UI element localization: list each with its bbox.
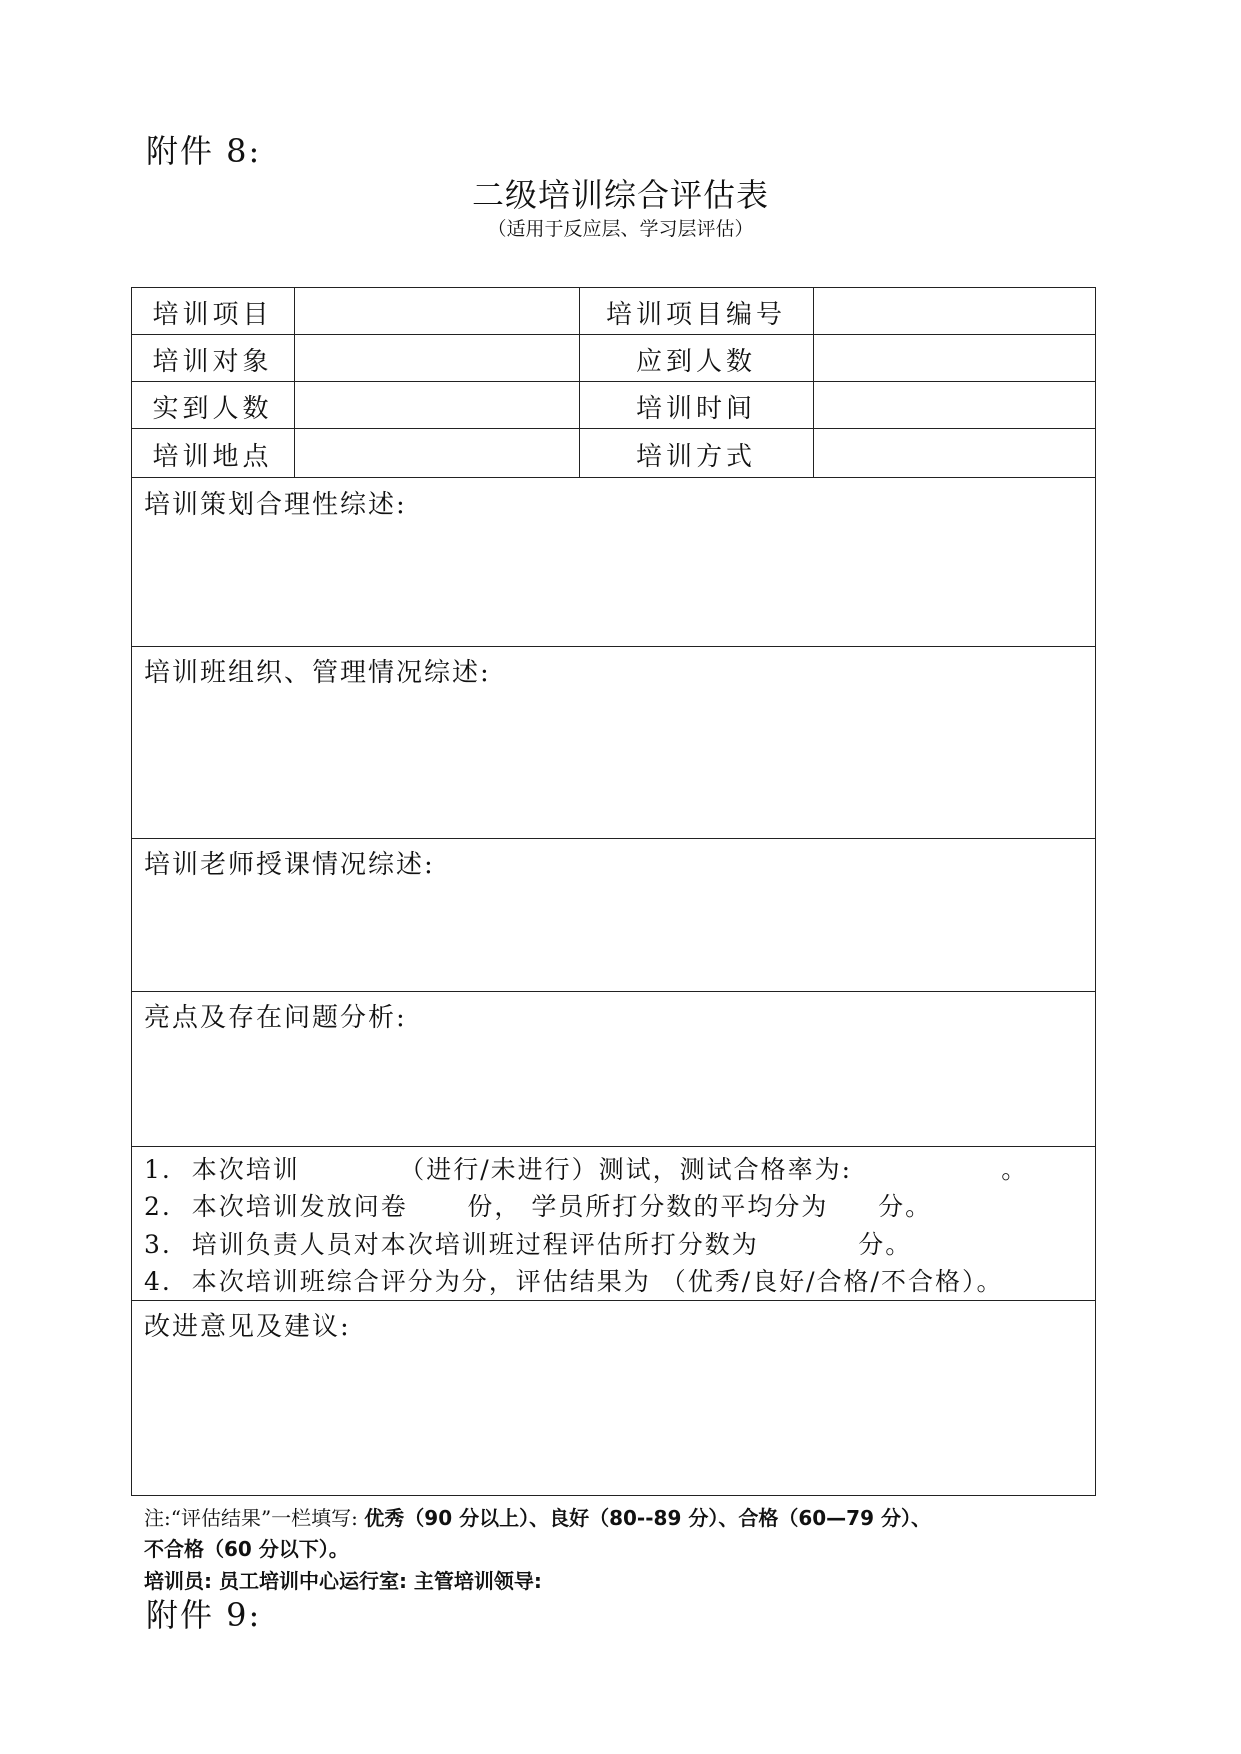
section-organization-heading: 培训班组织、管理情况综述: (144, 658, 491, 688)
table-divider (131, 1146, 1096, 1147)
label-project-number: 培训项目编号 (605, 300, 786, 330)
item-process-score: 3. 培训负责人员对本次培训班过程评估所打分数为 分。 (144, 1230, 913, 1259)
section-highlights-content[interactable] (144, 1035, 1084, 1140)
item-test-rate: 1. 本次培训 （进行/未进行）测试，测试合格率为: 。 (144, 1155, 1029, 1184)
section-planning-heading: 培训策划合理性综述: (144, 490, 407, 520)
page-title: 二级培训综合评估表 (471, 176, 769, 214)
attachment-label-top: 附件 8: (146, 132, 262, 170)
table-divider (813, 287, 814, 477)
section-improvement-content[interactable] (144, 1344, 1084, 1490)
label-training-project: 培训项目 (152, 300, 273, 330)
table-divider (131, 477, 1096, 478)
table-divider (131, 381, 1096, 382)
table-divider (131, 838, 1096, 839)
section-teaching-heading: 培训老师授课情况综述: (144, 850, 435, 880)
note-grade-scale: 优秀（90 分以上）、良好（80--89 分）、合格（60—79 分）、 (364, 1506, 931, 1530)
label-training-location: 培训地点 (152, 442, 273, 472)
item-questionnaire: 2. 本次培训发放问卷 份， 学员所打分数的平均分为 分。 (144, 1192, 933, 1221)
attachment-label-bottom: 附件 9: (146, 1596, 262, 1634)
section-planning-content[interactable] (144, 522, 1084, 640)
note-prefix: 注:“评估结果”一栏填写: (144, 1506, 358, 1530)
label-actual-count: 实到人数 (152, 394, 273, 424)
section-highlights-heading: 亮点及存在问题分析: (144, 1003, 407, 1033)
note-grade-scale-continued: 不合格（60 分以下）。 (144, 1537, 349, 1561)
table-divider (131, 1300, 1096, 1301)
label-training-time: 培训时间 (635, 394, 756, 424)
section-teaching-content[interactable] (144, 882, 1084, 986)
page-subtitle: （适用于反应层、学习层评估） (487, 218, 754, 240)
item-overall-result: 4. 本次培训班综合评分为分，评估结果为 （优秀/良好/合格/不合格）。 (144, 1267, 1004, 1296)
section-organization-content[interactable] (144, 690, 1084, 832)
label-training-method: 培训方式 (635, 442, 756, 472)
table-divider (294, 287, 295, 477)
label-expected-count: 应到人数 (635, 347, 756, 377)
label-training-target: 培训对象 (152, 347, 273, 377)
section-improvement-heading: 改进意见及建议: (144, 1312, 351, 1342)
table-divider (131, 991, 1096, 992)
table-divider (131, 428, 1096, 429)
table-divider (131, 646, 1096, 647)
signature-line: 培训员: 员工培训中心运行室: 主管培训领导: (144, 1569, 542, 1593)
evaluation-note (144, 1502, 931, 1531)
table-divider (131, 334, 1096, 335)
